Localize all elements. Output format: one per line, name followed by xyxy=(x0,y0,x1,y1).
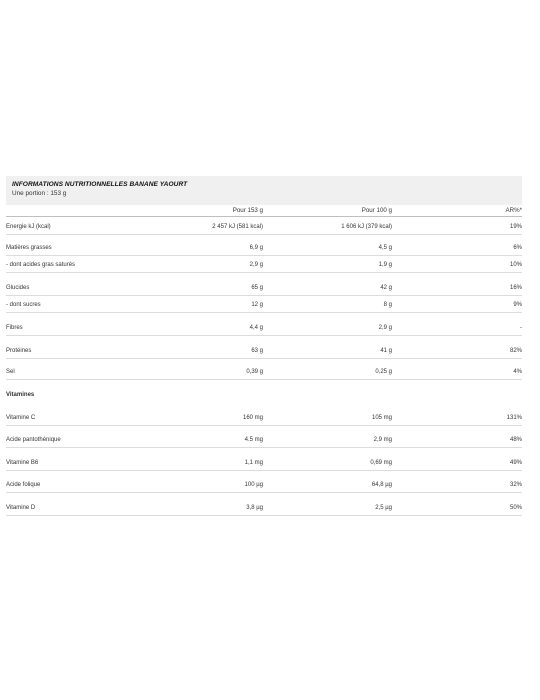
table-title: INFORMATIONS NUTRITIONNELLES BANANE YAOURT xyxy=(12,181,188,188)
value-per-100g: 4,5 g xyxy=(378,245,392,251)
table-row xyxy=(6,458,522,471)
value-per-100g: 1,9 g xyxy=(378,262,392,268)
value-per-100g: 2,9 mg xyxy=(373,437,392,443)
value-per-portion: 4.5 mg xyxy=(244,437,263,443)
value-ar: 32% xyxy=(509,482,522,488)
value-per-portion: 6,9 g xyxy=(249,245,263,251)
value-ar: 82% xyxy=(509,348,522,354)
table-row xyxy=(6,346,522,359)
value-ar: 10% xyxy=(509,262,522,268)
value-per-portion: 3,8 µg xyxy=(246,505,263,511)
value-ar: 48% xyxy=(509,437,522,443)
value-per-portion: 160 mg xyxy=(242,415,263,421)
table-row xyxy=(6,480,522,493)
table-row xyxy=(6,300,522,313)
nutrient-name: Glucides xyxy=(6,285,30,291)
value-ar: 49% xyxy=(509,460,522,466)
table-header xyxy=(6,176,522,205)
nutrition-table xyxy=(6,176,522,511)
value-per-portion: 65 g xyxy=(251,285,263,291)
value-ar: 9% xyxy=(513,302,522,308)
value-ar: 6% xyxy=(513,245,522,251)
value-per-portion: 4,4 g xyxy=(249,325,263,331)
nutrient-name: Vitamine C xyxy=(6,415,36,421)
nutrient-name: Sel xyxy=(6,369,15,375)
value-per-portion: 1,1 mg xyxy=(244,460,263,466)
value-per-portion: 100 µg xyxy=(244,482,263,488)
value-ar: 19% xyxy=(509,224,522,230)
value-per-100g: 0,25 g xyxy=(375,369,392,375)
value-per-100g: 8 g xyxy=(383,302,392,308)
table-row xyxy=(6,413,522,426)
nutrient-name: Energie kJ (kcal) xyxy=(6,224,51,230)
value-ar: 50% xyxy=(509,505,522,511)
nutrient-name: - dont sucres xyxy=(6,302,41,308)
column-header-ar: AR%* xyxy=(505,207,522,214)
table-row xyxy=(6,503,522,516)
nutrient-name: Vitamine B6 xyxy=(6,460,39,466)
value-per-portion: 63 g xyxy=(251,348,263,354)
value-per-100g: 1 606 kJ (379 kcal) xyxy=(341,224,392,230)
value-ar: 131% xyxy=(506,415,522,421)
nutrient-name: Matières grasses xyxy=(6,245,52,251)
nutrient-name: Vitamine D xyxy=(6,505,36,511)
value-ar: - xyxy=(520,325,522,331)
table-row xyxy=(6,435,522,448)
value-per-portion: 2 457 kJ (581 kcal) xyxy=(212,224,263,230)
nutrient-name: Acide pantothénique xyxy=(6,437,61,443)
table-row xyxy=(6,222,522,235)
column-headers xyxy=(6,205,522,217)
value-per-100g: 42 g xyxy=(380,285,392,291)
value-ar: 4% xyxy=(513,369,522,375)
value-per-portion: 2,9 g xyxy=(249,262,263,268)
nutrient-name: Fibres xyxy=(6,325,23,331)
nutrient-name: - dont acides gras saturés xyxy=(6,262,76,268)
table-row xyxy=(6,243,522,256)
column-header-portion: Pour 153 g xyxy=(232,207,263,214)
value-per-100g: 2,5 µg xyxy=(375,505,392,511)
portion-size: Une portion : 153 g xyxy=(12,190,67,197)
table-row xyxy=(6,260,522,273)
value-ar: 16% xyxy=(509,285,522,291)
nutrient-name: Acide folique xyxy=(6,482,41,488)
column-header-per100: Pour 100 g xyxy=(361,207,392,214)
value-per-100g: 64,8 µg xyxy=(371,482,392,488)
value-per-100g: 2,9 g xyxy=(378,325,392,331)
value-per-100g: 105 mg xyxy=(371,415,392,421)
value-per-portion: 0,39 g xyxy=(246,369,263,375)
value-per-100g: 41 g xyxy=(380,348,392,354)
table-row xyxy=(6,283,522,296)
value-per-portion: 12 g xyxy=(251,302,263,308)
table-row xyxy=(6,367,522,380)
nutrient-name: Protéines xyxy=(6,348,32,354)
table-row xyxy=(6,323,522,336)
vitamins-section-title: Vitamines xyxy=(6,392,35,398)
value-per-100g: 0,69 mg xyxy=(370,460,392,466)
